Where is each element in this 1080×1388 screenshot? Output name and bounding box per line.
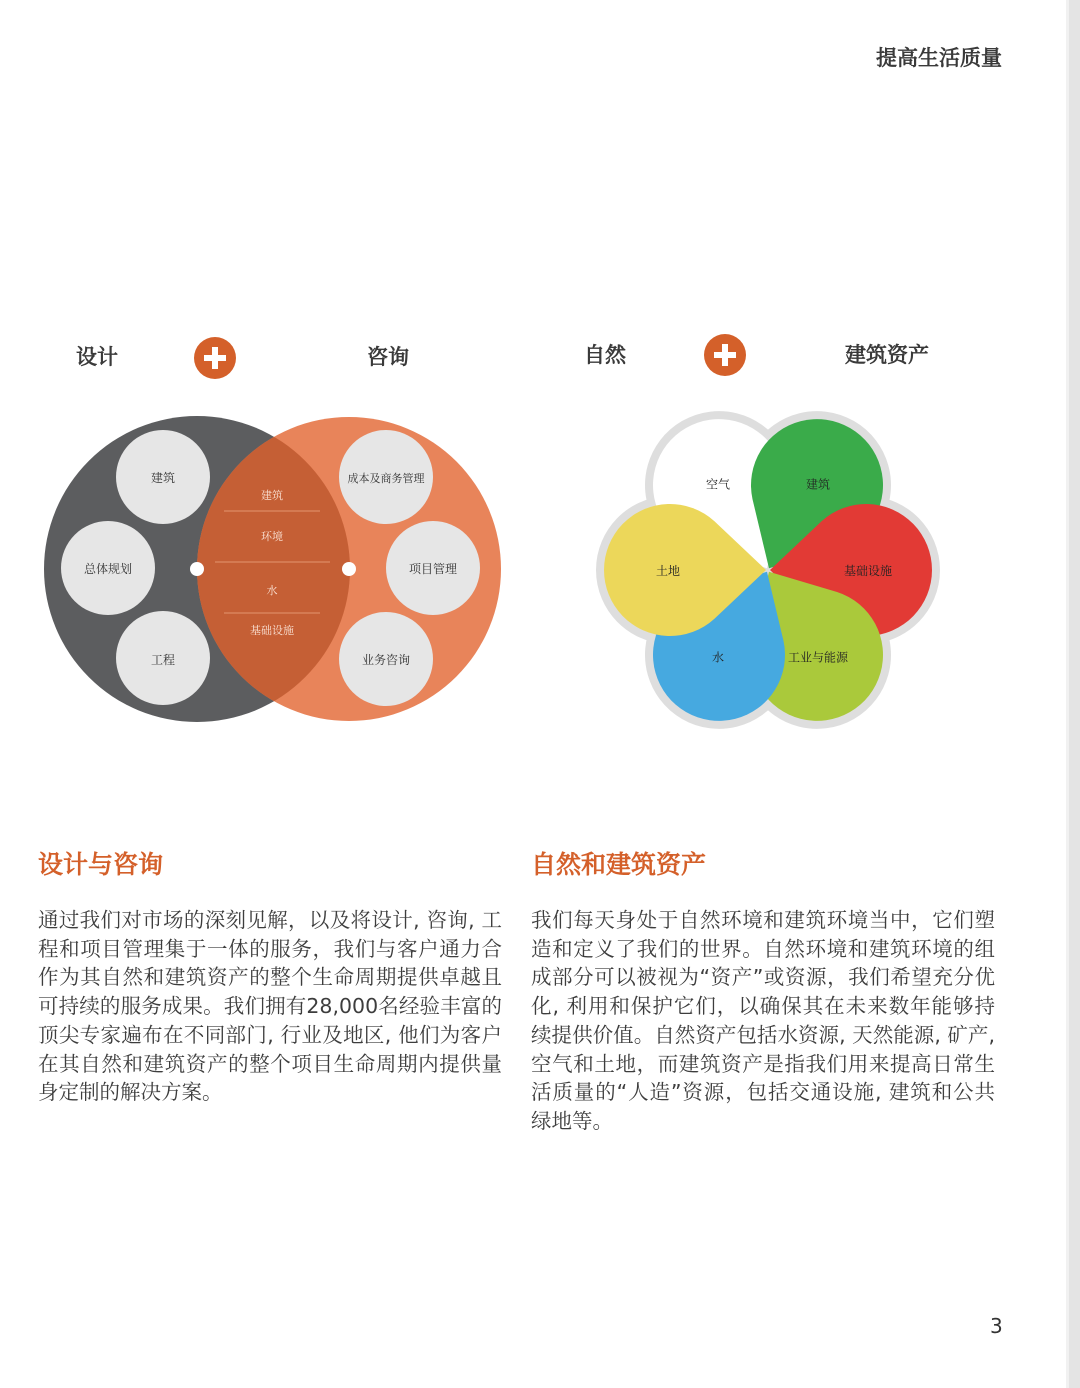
svg-text:成本及商务管理: 成本及商务管理 [347, 472, 425, 485]
diagrams [0, 300, 1060, 740]
section-heading-design-consulting: 设计与咨询 [38, 850, 164, 879]
overlap-item-infrastructure: 基础设施 [250, 624, 294, 637]
design-label: 设计 [76, 345, 118, 369]
petal-building-label: 建筑 [805, 477, 831, 492]
svg-text:总体规划: 总体规划 [83, 562, 133, 576]
overlap-item-environment: 环境 [261, 530, 283, 543]
section-heading-natural-built-assets: 自然和建筑资产 [531, 850, 707, 879]
section-body-design-consulting: 通过我们对市场的深刻见解，以及将设计, 咨询, 工程和项目管理集于一体的服务，我们与客户通力合作为其自然和建筑资产的整个生命周期提供卓越且可持续的服务成果。我们拥有28,000名经验丰富的顶尖专家遍布在不同部门, 行业及地区, 他们为客户在其自然和建筑资产的整个项目生命周期内提供量身定制的解决方案。 [38, 908, 502, 1105]
consulting-label: 咨询 [367, 345, 409, 369]
overlap-item-building: 建筑 [261, 489, 283, 502]
petal-industry-energy-label: 工业与能源 [787, 650, 849, 665]
asset-flower [604, 395, 932, 740]
connector-dot-left [190, 562, 204, 576]
plus-icon-left [194, 337, 236, 379]
petal-infrastructure-label: 基础设施 [843, 564, 893, 578]
svg-text:建筑: 建筑 [150, 471, 176, 485]
svg-text:业务咨询: 业务咨询 [361, 653, 411, 667]
svg-text:项目管理: 项目管理 [408, 562, 458, 576]
consulting-item-cost-management [339, 430, 433, 524]
overlap-item-water: 水 [266, 584, 278, 597]
section-body-natural-built-assets: 我们每天身处于自然环境和建筑环境当中，它们塑造和定义了我们的世界。自然环境和建筑环境的组成部分可以被视为“资产”或资源，我们希望充分优化, 利用和保护它们，以确保其在未来数年能够持续提供价值。自然资产包括水资源, 天然能源, 矿产, 空气和土地，而建筑资产是指我们用来提高日常生活质量的“人造”资源，包括交通设施, 建筑和公共绿地等。 [531, 908, 995, 1133]
consulting-item-project-management [386, 521, 480, 615]
petal-water-label: 水 [711, 650, 725, 665]
consulting-item-business-advisory [339, 612, 433, 706]
svg-text:工程: 工程 [150, 653, 176, 667]
design-item-engineering [116, 611, 210, 705]
plus-icon-right [704, 334, 746, 376]
page-edge-shadow [1066, 0, 1080, 1388]
page-title: 提高生活质量 [876, 46, 1002, 70]
design-item-master-planning [61, 521, 155, 615]
petal-land-label: 土地 [655, 564, 681, 578]
connector-dot-right [342, 562, 356, 576]
page-number: 3 [990, 1314, 1003, 1338]
built-assets-label: 建筑资产 [845, 343, 929, 367]
nature-label: 自然 [584, 343, 626, 367]
petal-air-label: 空气 [705, 477, 731, 492]
design-item-architecture [116, 430, 210, 524]
